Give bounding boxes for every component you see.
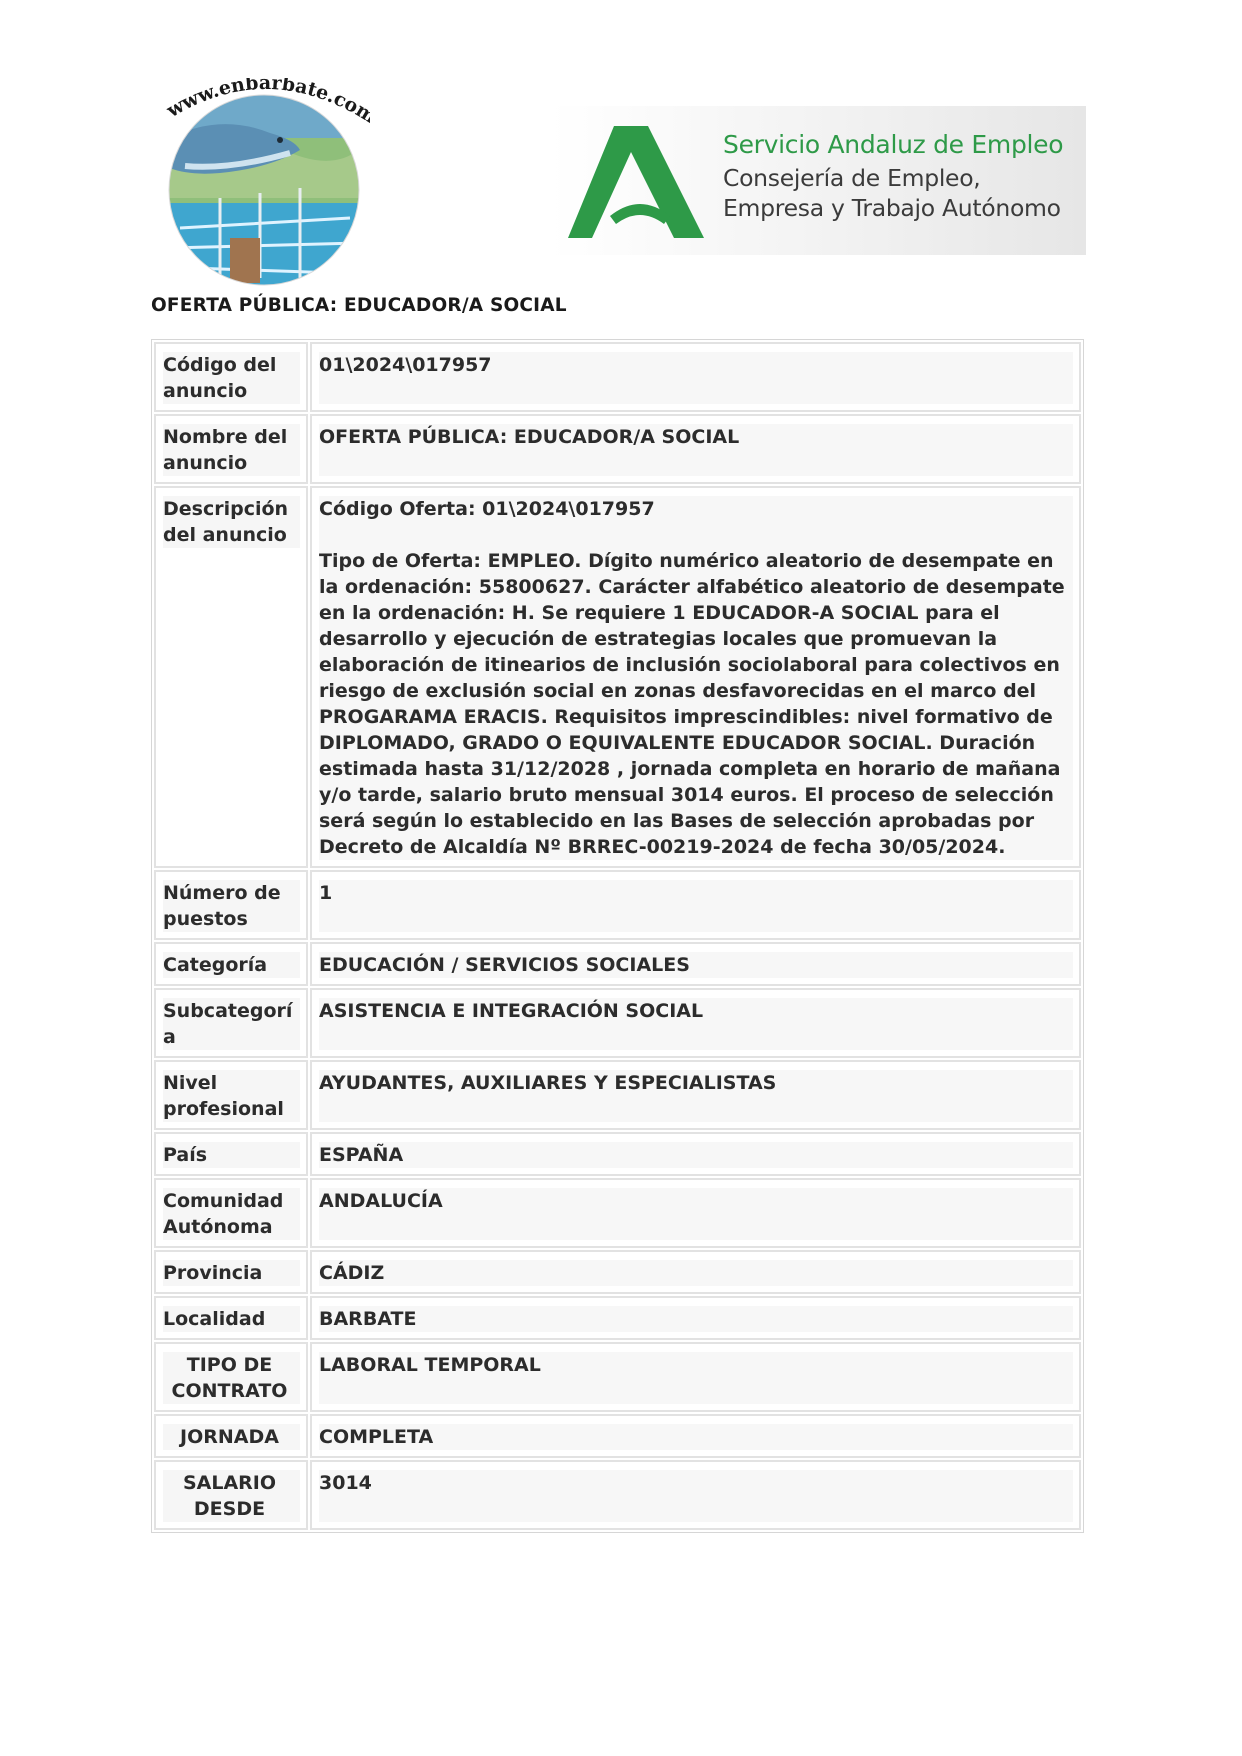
row-value [310,988,1081,1058]
enbarbate-logo-text: www.enbarbate.co [163,78,362,122]
value-comunidad: ANDALUCÍA [319,1188,1073,1240]
value-tipo-contrato: LABORAL TEMPORAL [319,1352,1073,1404]
row-label [154,1460,308,1530]
table-row [154,1342,1081,1412]
label-salario: SALARIO DESDE [163,1470,300,1522]
label-jornada: JORNADA [163,1424,300,1450]
table-row [154,870,1081,940]
label-provincia: Provincia [163,1260,300,1286]
table-row [154,942,1081,986]
table-row [154,988,1081,1058]
sae-logo-line1: Servicio Andaluz de Empleo [723,130,1064,159]
row-label [154,1132,308,1176]
value-nombre: OFERTA PÚBLICA: EDUCADOR/A SOCIAL [319,424,1073,476]
value-codigo: 01\2024\017957 [319,352,1073,404]
row-label [154,1342,308,1412]
value-categoria: EDUCACIÓN / SERVICIOS SOCIALES [319,952,1073,978]
value-jornada: COMPLETA [319,1424,1073,1450]
value-descripcion [319,496,1073,860]
label-descripcion: Descripción del anuncio [163,496,300,548]
row-label [154,342,308,412]
row-label [154,1414,308,1458]
offer-details-table [151,339,1084,1533]
sae-logo-line2: Consejería de Empleo, [723,164,981,192]
table-row [154,1178,1081,1248]
value-nivel: AYUDANTES, AUXILIARES Y ESPECIALISTAS [319,1070,1073,1122]
value-localidad: BARBATE [319,1306,1073,1332]
table-row [154,1460,1081,1530]
enbarbate-logo [160,78,370,288]
row-value [310,942,1081,986]
table-row [154,1060,1081,1130]
row-label [154,942,308,986]
table-row [154,1250,1081,1294]
table-row [154,1296,1081,1340]
table-row [154,1414,1081,1458]
label-puestos: Número de puestos [163,880,300,932]
label-codigo: Código del anuncio [163,352,300,404]
row-value [310,1178,1081,1248]
row-value [310,1414,1081,1458]
row-label [154,1060,308,1130]
description-code-line: Código Oferta: 01\2024\017957 [319,498,655,520]
value-subcategoria: ASISTENCIA E INTEGRACIÓN SOCIAL [319,998,1073,1050]
row-value [310,1460,1081,1530]
row-value [310,486,1081,868]
label-localidad: Localidad [163,1306,300,1332]
label-tipo-contrato: TIPO DE CONTRATO [163,1352,300,1404]
label-categoria: Categoría [163,952,300,978]
row-label [154,988,308,1058]
label-subcategoria: Subcategoría [163,998,300,1050]
table-row [154,486,1081,868]
row-value [310,870,1081,940]
row-value [310,342,1081,412]
row-value [310,1060,1081,1130]
value-pais: ESPAÑA [319,1142,1073,1168]
description-body: Tipo de Oferta: EMPLEO. Dígito numérico aleatorio de desempate en la ordenación: 55800627. Carácter alfabético aleatorio de desempate en la ordenación: H. Se requiere 1 EDUCADOR-A SOCIAL para el desarrollo y ejecución de estrategias locales que promuevan la elaboración de itinearios de inclusión sociolaboral para colectivos en riesgo de exclusión social en zonas desfavorecidas en el marco del PROGARAMA ERACIS. Requisitos imprescindibles: nivel formativo de DIPLOMADO, GRADO O EQUIVALENTE EDUCADOR SOCIAL. Duración estimada hasta 31/12/2028 , jornada completa en horario de mañana y/o tarde, salario bruto mensual 3014 euros. El proceso de selección será según lo establecido en las Bases de selección aprobadas por Decreto de Alcaldía Nº BRREC-00219-2024 de fecha 30/05/2024. [319,550,1065,858]
value-puestos: 1 [319,880,1073,932]
page-title: OFERTA PÚBLICA: EDUCADOR/A SOCIAL [151,295,567,316]
row-label [154,1178,308,1248]
row-label [154,1296,308,1340]
label-nivel: Nivel profesional [163,1070,300,1122]
sae-logo [551,106,1086,255]
value-provincia: CÁDIZ [319,1260,1073,1286]
label-pais: País [163,1142,300,1168]
row-label [154,486,308,868]
table-row [154,342,1081,412]
row-value [310,1132,1081,1176]
table-row [154,414,1081,484]
row-label [154,870,308,940]
junta-andalucia-a-icon [566,120,706,240]
row-value [310,1250,1081,1294]
sae-logo-line3: Empresa y Trabajo Autónomo [723,194,1061,222]
table-row [154,1132,1081,1176]
label-nombre: Nombre del anuncio [163,424,300,476]
row-label [154,1250,308,1294]
row-label [154,414,308,484]
row-value [310,1296,1081,1340]
row-value [310,414,1081,484]
row-value [310,1342,1081,1412]
label-comunidad: Comunidad Autónoma [163,1188,300,1240]
enbarbate-logo-image [160,78,370,288]
value-salario: 3014 [319,1470,1073,1522]
